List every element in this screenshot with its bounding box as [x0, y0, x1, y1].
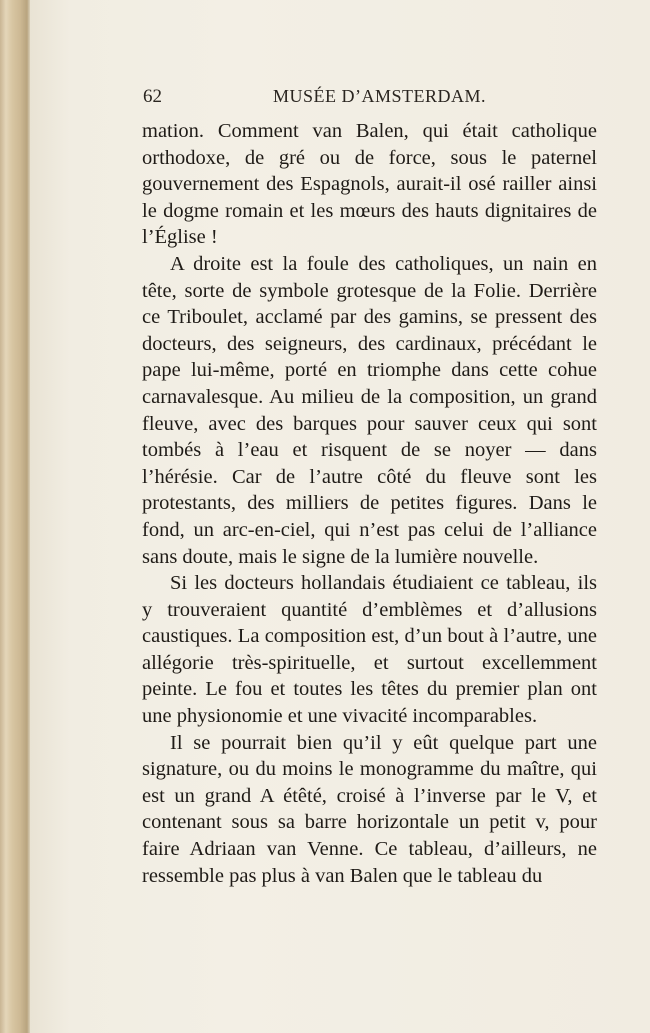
page-header [143, 86, 487, 116]
paragraph: Il se pourrait bien qu’il y eût quelque part une signature, ou du moins le monogramme du maître, qui est un grand A étêté, croisé à l’inverse par le V, et contenant sous sa barre horizontale un petit v, pour faire Adriaan van Venne. Ce tableau, d’ailleurs, ne ressemble pas plus à van Balen que le tableau du [142, 731, 597, 887]
running-title: MUSÉE D’AMSTERDAM. [273, 86, 487, 106]
body-text [142, 118, 597, 889]
paragraph: A droite est la foule des catholiques, un nain en tête, sorte de symbole grotesque de la Folie. Derrière ce Triboulet, acclamé par des gamins, se pressent des docteurs, des seigneurs, des cardinaux, précédant le pape lui-même, porté en triomphe dans cette cohue carnavalesque. Au milieu de la composition, un grand fleuve, avec des barques pour sauver ceux qui sont tombés à l’eau et risquent de se noyer — dans l’hérésie. Car de l’autre côté du fleuve sont les protestants, des milliers de petites figures. Dans le fond, un arc-en-ciel, qui n’est pas celui de l’alliance sans doute, mais le signe de la lumière nouvelle. [142, 252, 597, 568]
book-spine-edge [0, 0, 30, 1033]
page-number: 62 [143, 86, 162, 107]
paragraph: Si les docteurs hollandais étudiaient ce tableau, ils y trouveraient quantité d’emblèmes et d’allusions caustiques. La composition est, d’un bout à l’autre, une allégorie très-spirituelle, et surtout excellemment peinte. Le fou et toutes les têtes du premier plan ont une physionomie et une vivacité incomparables. [142, 572, 597, 728]
paragraph-continuation: mation. Comment van Balen, qui était catholique orthodoxe, de gré ou de force, sous le paternel gouvernement des Espagnols, aurait-il osé railler ainsi le dogme romain et les mœurs des hauts dignitaires de l’Église ! [142, 120, 597, 249]
